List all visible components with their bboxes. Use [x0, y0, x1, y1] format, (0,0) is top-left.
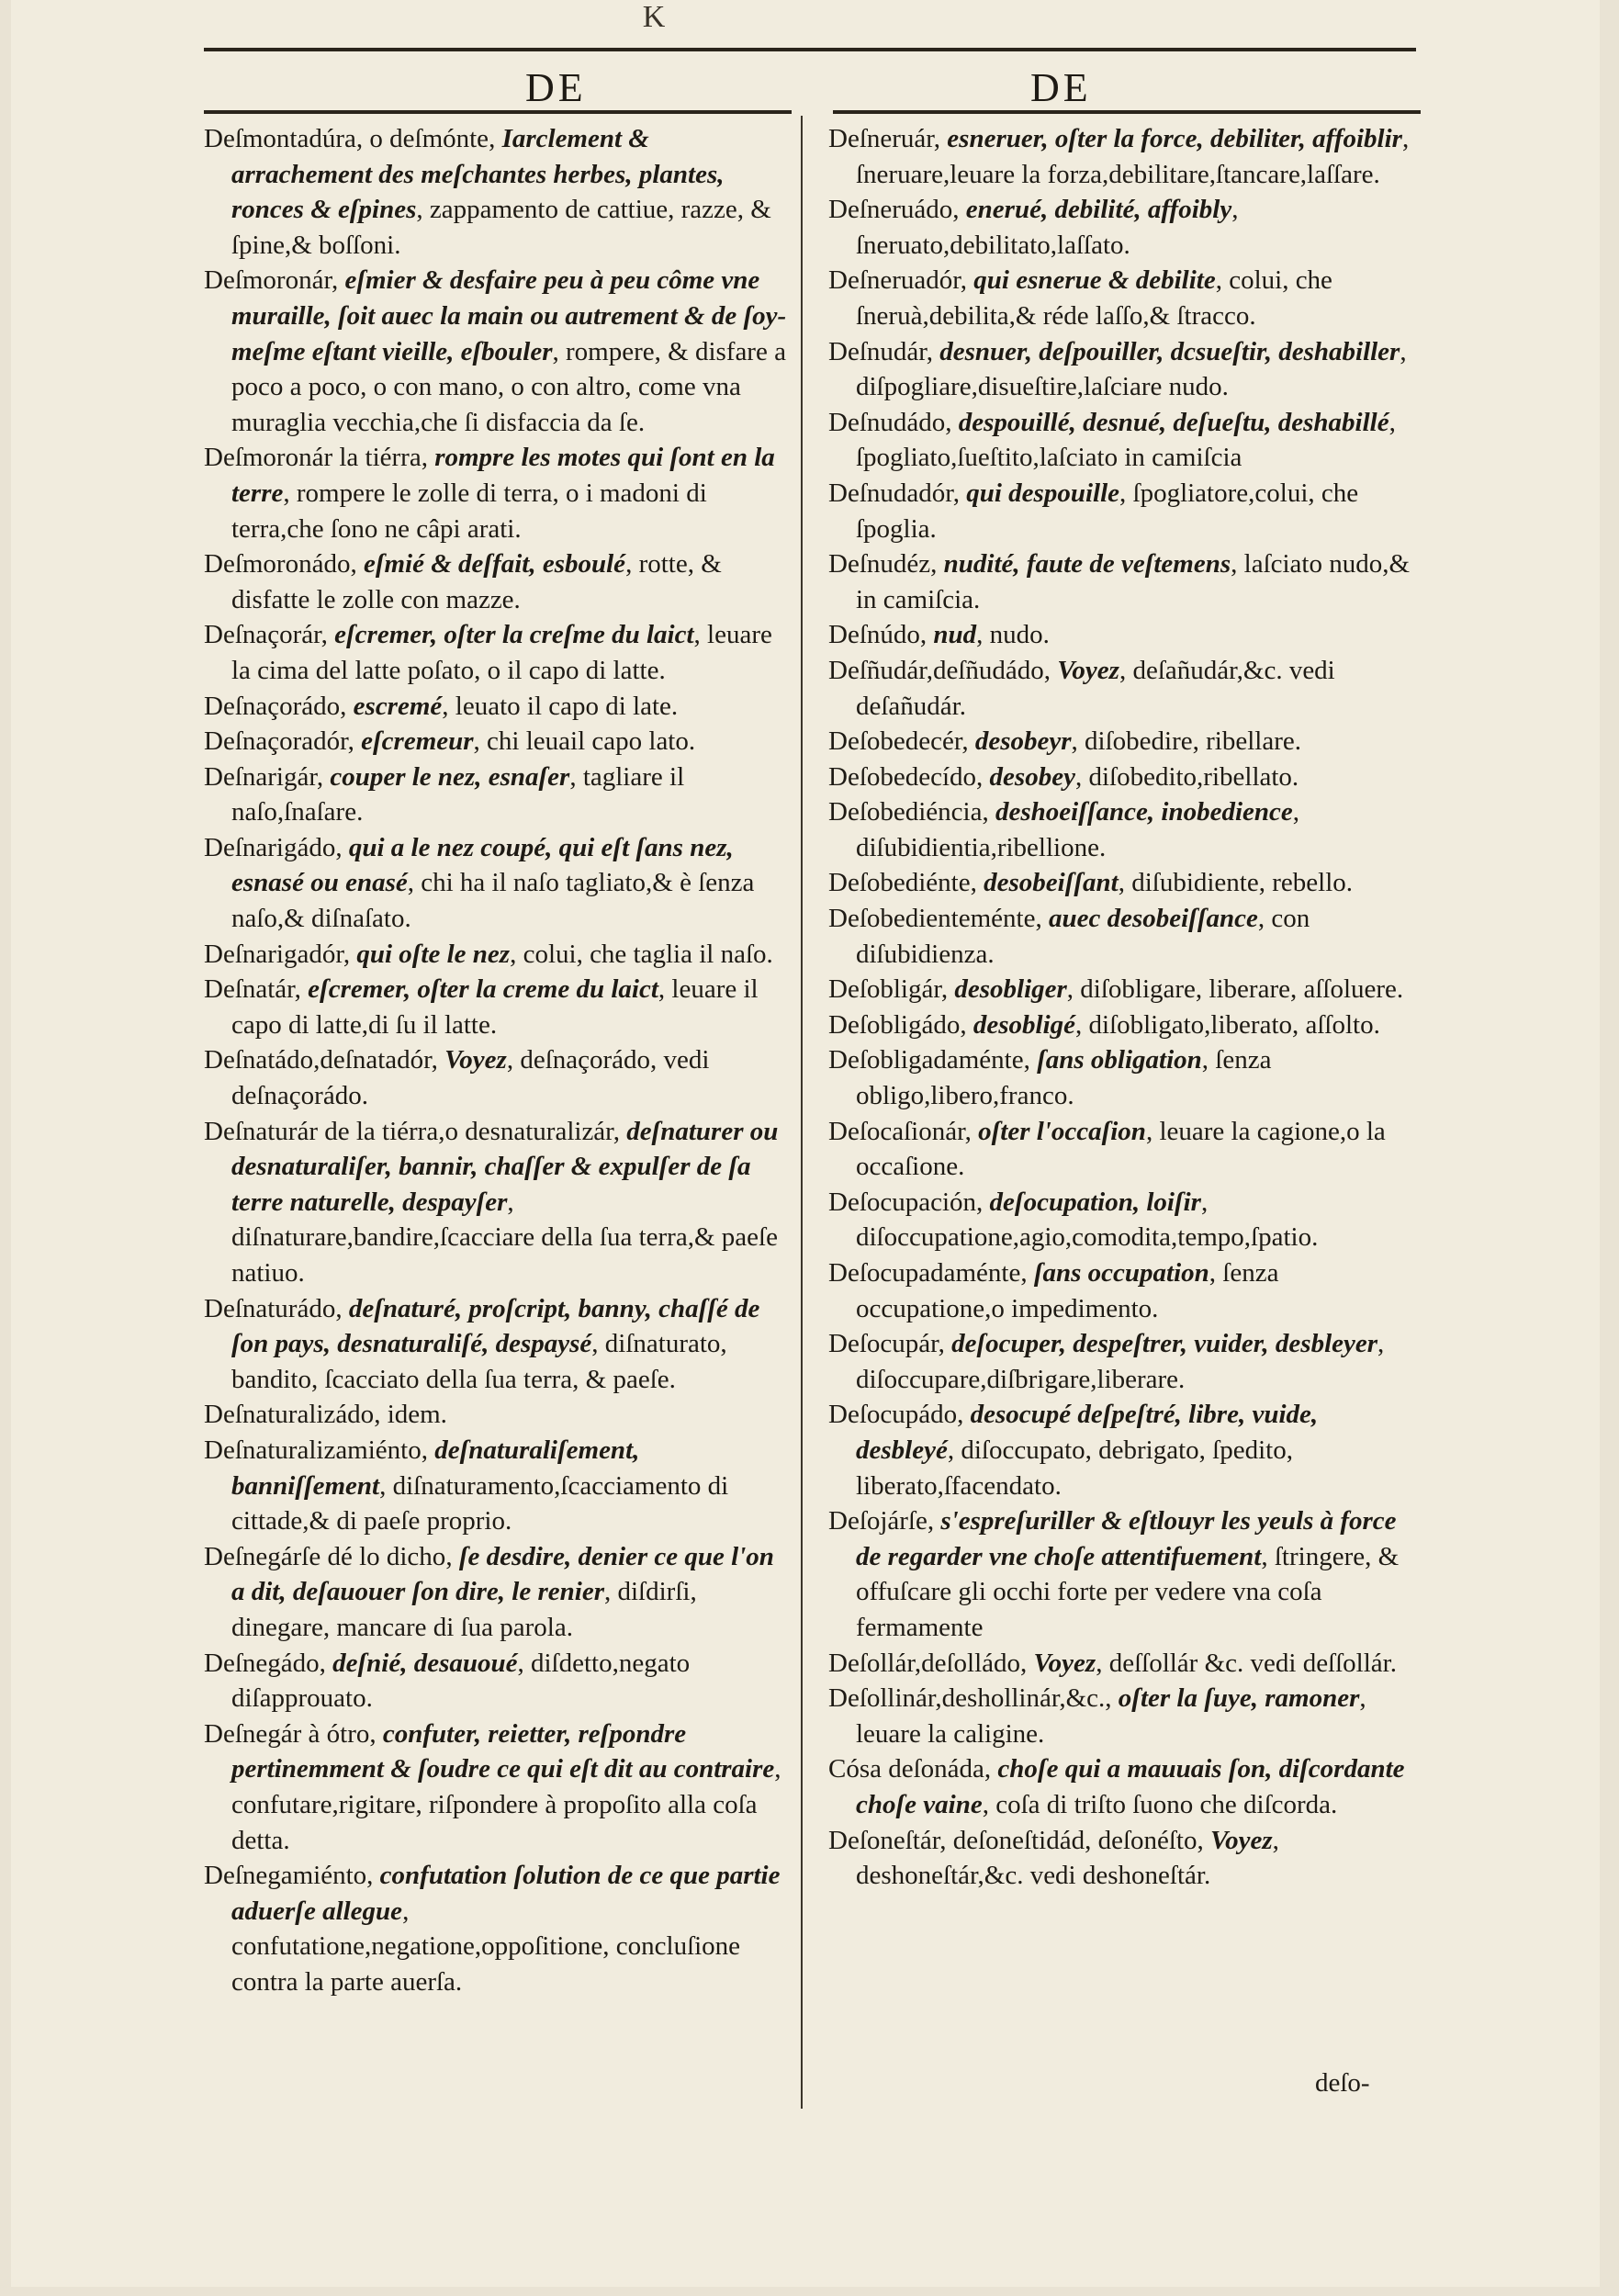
entry-headword: Deſmontadúra, o deſmónte — [204, 124, 489, 153]
entry-headword: Deſnegár à ótro — [204, 1718, 370, 1749]
entry-italian: diſoccupato, debrigato, ſpedito, liberato,ſfacendato. — [856, 1435, 1293, 1501]
entry-french: desobey — [989, 761, 1075, 792]
entry-headword: Deſobedecído — [828, 761, 977, 792]
entry-italian: diſdirſi, dinegare, mancare di ſua parola. — [231, 1577, 697, 1642]
entry-french: oſter l'occaſion — [978, 1116, 1146, 1146]
entry-italian: leuare il capo di latte,di ſu il latte. — [231, 974, 759, 1040]
entry-headword: Deſollár,deſolládo — [828, 1648, 1021, 1678]
entry-italian: diſnaturare,bandire,ſcacciare della ſua terra,& paeſe natiuo. — [231, 1222, 778, 1288]
entry-headword: Deſocupadaménte — [828, 1258, 1021, 1288]
entry-french: desobeyr — [974, 726, 1072, 757]
entry-french: esneruer, oſter la force, debiliter, affoiblir — [947, 124, 1402, 153]
entry-headword: Deſnúdo — [828, 620, 920, 650]
entry-italian: leuare la cagione,o la occaſione. — [856, 1116, 1386, 1182]
dictionary-entry: Deſnegárſe dé lo dicho, ſe desdire, denier ce que l'on a dit, deſauouer ſon dire, le renier, diſdirſi, dinegare, mancare di ſua parola. — [204, 1541, 774, 1642]
dictionary-entry: Deſnaçorár, eſcremer, oſter la creſme du laict, leuare la cima del latte poſato, o il capo di latte. — [204, 620, 772, 685]
entry-italian: con diſubidienza. — [856, 904, 1310, 969]
dictionary-entry: Deſobedienteménte, auec desobeiſſance, con diſubidienza. — [828, 904, 1310, 969]
entry-headword: Deſnegádo — [204, 1648, 320, 1678]
dictionary-entry: Deſojárſe, s'espreſuriller & eſtlouyr les yeuls à force de regarder vne choſe attentifuement, ſtringere, & offuſcare gli occhi forte per vedere vna coſa fermamente — [828, 1506, 1400, 1642]
entry-italian: zappamento de cattiue, razze, & ſpine,& boſſoni. — [231, 195, 771, 260]
entry-french: enerué, debilité, affoibly — [965, 195, 1232, 225]
entry-headword: Deſnaturalizamiénto — [204, 1435, 422, 1465]
entry-headword: Deſobligár — [828, 974, 941, 1005]
dictionary-entry: Deſneruadór, qui esnerue & debilite, colui, che ſneruà,debilita,& réde laſſo,& ſtracco. — [828, 265, 1332, 331]
entry-italian: laſciato nudo,& in camiſcia. — [856, 549, 1411, 614]
dictionary-entry: Deſnudéz, nudité, faute de veſtemens, laſciato nudo,& in camiſcia. — [828, 549, 1411, 614]
entry-french: despouillé, desnué, deſueſtu, deshabillé — [958, 407, 1389, 437]
dictionary-entry: Deſollinár,deshollinár,&c., oſter la ſuye, ramoner, leuare la caligine. — [828, 1683, 1366, 1749]
entry-french: qui esnerue & debilite — [973, 265, 1216, 296]
dictionary-entry: Deſnatádo,deſnatadór, Voyez, deſnaçorádo, vedi deſnaçorádo. — [204, 1045, 710, 1111]
entry-headword: Deſnudár — [828, 336, 927, 366]
entry-italian: ſpogliato,ſueſtito,laſciato in camiſcia — [856, 443, 1242, 473]
entry-french: qui a le nez coupé, qui eſt ſans nez, esnasé ou enasé — [231, 832, 734, 898]
entry-french: Voyez — [1057, 655, 1119, 685]
entry-italian: leuare la cima del latte poſato, o il capo di latte. — [231, 620, 772, 685]
entry-french: eſcremer, oſter la creme du laict — [308, 974, 658, 1005]
entry-french: eſcremer, oſter la creſme du laict — [334, 620, 694, 650]
entry-italian: rompere le zolle di terra, o i madoni di terra,che ſono ne câpi arati. — [231, 478, 707, 544]
entry-headword: Deſnaturalizádo — [204, 1400, 375, 1430]
right-column — [828, 121, 1416, 1894]
dictionary-entry: Deſmoronár la tiérra, rompre les motes qui ſont en la terre, rompere le zolle di terra, o i madoni di terra,che ſono ne câpi arati. — [204, 443, 775, 544]
entry-headword: Deſnarigadór — [204, 939, 343, 969]
entry-french: confutation ſolution de ce que partie aduerſe allegue — [231, 1861, 781, 1926]
entry-french: ſans occupation — [1033, 1258, 1209, 1288]
entry-italian: diſobligato,liberato, aſſolto. — [1088, 1009, 1380, 1040]
entry-headword: Deſocupár — [828, 1329, 939, 1359]
catchword: deſo- — [1315, 2068, 1370, 2098]
entry-french: desocupé deſpeſtré, libre, vuide, desbleyé — [856, 1400, 1319, 1465]
entry-headword: Deſneruadór — [828, 265, 961, 296]
dictionary-entry: Deſmoronádo, eſmié & deſfait, esboulé, rotte, & disfatte le zolle con mazze. — [204, 549, 722, 614]
entry-headword: Deſnarigár — [204, 761, 317, 792]
entry-french: deſocupation, loiſir — [989, 1187, 1201, 1217]
entry-headword: Deſnarigádo — [204, 832, 336, 862]
entry-french: desobligé — [973, 1009, 1076, 1040]
entry-headword: Deſnegárſe dé lo dicho — [204, 1541, 446, 1571]
entry-french: choſe qui a mauuais ſon, diſcordante choſe vaine — [856, 1754, 1405, 1819]
entry-italian: deſañudár,&c. vedi deſañudár. — [856, 655, 1335, 721]
entry-headword: Deſnatár — [204, 974, 295, 1005]
entry-italian: idem. — [387, 1400, 447, 1430]
entry-italian: ſenza occupatione,o impedimento. — [856, 1258, 1279, 1323]
entry-french: couper le nez, esnaſer — [330, 761, 570, 792]
entry-italian: diſobligare, liberare, aſſoluere. — [1080, 974, 1404, 1005]
entry-headword: Deſocupádo — [828, 1400, 958, 1430]
entry-headword: Deſmoronádo — [204, 549, 351, 580]
dictionary-entry: Deſobligár, desobliger, diſobligare, liberare, aſſoluere. — [828, 974, 1404, 1005]
entry-headword: Deſnudádo — [828, 407, 946, 437]
entry-headword: Deſobligadaménte — [828, 1045, 1024, 1075]
dictionary-entry: Deſnudadór, qui despouille, ſpogliatore,colui, che ſpoglia. — [828, 478, 1359, 544]
entry-french: eſmier & desfaire peu à peu côme vne muraille, ſoit auec la main ou autrement & de ſoy-meſme eſtant vieille, eſbouler — [231, 265, 787, 366]
entry-headword: Deſmoronár la tiérra — [204, 443, 422, 473]
entry-italian: colui, che taglia il naſo. — [523, 939, 773, 969]
entry-italian: diſoccupare,diſbrigare,liberare. — [856, 1364, 1186, 1394]
entry-italian: diſdetto,negato diſapprouato. — [231, 1648, 691, 1714]
dictionary-entry: Cósa deſonáda, choſe qui a mauuais ſon, diſcordante choſe vaine, coſa di triſto ſuono che diſcorda. — [828, 1754, 1405, 1819]
entry-french: deſnaturer ou desnaturaliſer, bannir, chaſſer & expulſer de ſa terre naturelle, despayſer — [231, 1116, 779, 1217]
dictionary-entry: Deſobediénte, desobeiſſant, diſubidiente, rebello. — [828, 868, 1353, 898]
entry-french: Voyez — [1033, 1648, 1096, 1678]
right-running-head: DE — [1030, 65, 1092, 110]
dictionary-entry: Deſmoronár, eſmier & desfaire peu à peu côme vne muraille, ſoit auec la main ou autrement & de ſoy-meſme eſtant vieille, eſbouler, rompere, & disfare a poco a poco, o con mano, o con altro, come vna muraglia vecchia,che ſi disfaccia da ſe. — [204, 265, 787, 437]
entry-italian: rompere, & disfare a poco a poco, o con mano, o con altro, come vna muraglia vecchia,che ſi disfaccia da ſe. — [231, 336, 786, 437]
entry-italian: deſſollár &c. vedi deſſollár. — [1108, 1648, 1397, 1678]
dictionary-entry: Deſnegamiénto, confutation ſolution de ce que partie aduerſe allegue, confutatione,negatione,oppoſitione, concluſione contra la parte auerſa. — [204, 1861, 781, 1997]
dictionary-entry: Deſnudár, desnuer, deſpouiller, dcsueſtir, deshabiller, diſpogliare,disueſtire,laſciare nudo. — [828, 336, 1407, 402]
dictionary-entry: Deſmontadúra, o deſmónte, Iarclement & arrachement des meſchantes herbes, plantes, ronces & eſpines, zappamento de cattiue, razze, & ſpine,& boſſoni. — [204, 124, 771, 260]
entry-italian: colui, che ſneruà,debilita,& réde laſſo,& ſtracco. — [856, 265, 1332, 331]
entry-italian: diſobedire, ribellare. — [1085, 726, 1301, 757]
column-divider — [801, 116, 803, 2109]
entry-french: oſter la ſuye, ramoner — [1118, 1683, 1360, 1714]
entry-italian: diſpogliare,disueſtire,laſciare nudo. — [856, 372, 1229, 402]
entry-french: deſocuper, despeſtrer, vuider, desbleyer — [951, 1329, 1378, 1359]
dictionary-entry: Deſobligadaménte, ſans obligation, ſenza obligo,libero,franco. — [828, 1045, 1272, 1111]
dictionary-entry: Deſocupár, deſocuper, despeſtrer, vuider, desbleyer, diſoccupare,diſbrigare,liberare. — [828, 1329, 1385, 1394]
dictionary-entry: Deſocupadaménte, ſans occupation, ſenza occupatione,o impedimento. — [828, 1258, 1279, 1323]
entry-french: Voyez — [444, 1045, 507, 1075]
entry-headword: Deſojárſe — [828, 1506, 928, 1536]
entry-headword: Deſobedecér — [828, 726, 962, 757]
dictionary-entry: Deſnegádo, deſnié, desauoué, diſdetto,negato diſapprouato. — [204, 1648, 691, 1714]
left-running-head: DE — [525, 65, 587, 110]
entry-headword: Deſneruár — [828, 124, 934, 153]
entry-headword: Deſocupación — [828, 1187, 977, 1217]
right-header-rule — [833, 110, 1421, 114]
entry-french: Iarclement & arrachement des meſchantes herbes, plantes, ronces & eſpines — [231, 124, 725, 225]
entry-italian: chi leuail capo lato. — [487, 726, 696, 757]
entry-italian: nudo. — [989, 620, 1050, 650]
entry-french: Voyez — [1209, 1825, 1273, 1855]
entry-french: desobliger — [954, 974, 1067, 1005]
entry-french: qui despouille — [966, 478, 1120, 508]
entry-italian: confutare,rigitare, riſpondere à propoſito alla coſa detta. — [231, 1789, 758, 1855]
entry-headword: Deſñudár,deſñudádo — [828, 655, 1044, 685]
dictionary-entry: Deſobligádo, desobligé, diſobligato,liberato, aſſolto. — [828, 1009, 1380, 1040]
entry-headword: Deſnudadór — [828, 478, 953, 508]
entry-french: ſans obligation — [1037, 1045, 1202, 1075]
dictionary-entry: Deſnaçorádo, escremé, leuato il capo di late. — [204, 691, 679, 721]
entry-french: ſe desdire, denier ce que l'on a dit, deſauouer ſon dire, le renier — [231, 1541, 774, 1607]
entry-french: escremé — [353, 691, 443, 721]
entry-italian: diſubidientia,ribellione. — [856, 832, 1107, 862]
dictionary-entry: Deſneruádo, enerué, debilité, affoibly, ſneruato,debilitato,laſſato. — [828, 195, 1239, 260]
entry-italian: chi ha il naſo tagliato,& è ſenza naſo,& diſnaſato. — [231, 868, 755, 934]
entry-french: confuter, reietter, reſpondre pertinemment & ſoudre ce qui eſt dit au contraire — [231, 1718, 775, 1784]
dictionary-entry: Deſollár,deſolládo, Voyez, deſſollár &c. vedi deſſollár. — [828, 1648, 1397, 1678]
entry-headword: Deſnaçorár — [204, 620, 321, 650]
entry-french: eſcremeur — [361, 726, 474, 757]
entry-italian: deshoneſtár,&c. vedi deshoneſtár. — [856, 1861, 1211, 1891]
book-page — [11, 0, 1600, 2287]
entry-italian: tagliare il naſo,ſnaſare. — [231, 761, 685, 827]
entry-french: qui oſte le nez — [356, 939, 511, 969]
dictionary-entry: Deſocupádo, desocupé deſpeſtré, libre, vuide, desbleyé, diſoccupato, debrigato, ſpedito, liberato,ſfacendato. — [828, 1400, 1319, 1501]
entry-headword: Deſollinár,deshollinár,&c. — [828, 1683, 1106, 1714]
entry-headword: Deſnaturádo — [204, 1293, 336, 1323]
dictionary-entry: Deſnaçoradór, eſcremeur, chi leuail capo lato. — [204, 726, 696, 757]
entry-italian: ſpogliatore,colui, che ſpoglia. — [856, 478, 1359, 544]
entry-italian: ſneruato,debilitato,laſſato. — [856, 230, 1130, 260]
dictionary-entry: Deſocupación, deſocupation, loiſir, diſoccupatione,agio,comodita,tempo,ſpatio. — [828, 1187, 1319, 1253]
entry-headword: Deſobediéncia — [828, 797, 983, 827]
entry-french: desobeiſſant — [984, 868, 1119, 898]
dictionary-entry: Deſnatár, eſcremer, oſter la creme du laict, leuare il capo di latte,di ſu il latte. — [204, 974, 759, 1040]
dictionary-entry: Deſnarigár, couper le nez, esnaſer, tagliare il naſo,ſnaſare. — [204, 761, 685, 827]
signature-mark: K — [642, 0, 666, 34]
dictionary-entry: Deſñudár,deſñudádo, Voyez, deſañudár,&c. vedi deſañudár. — [828, 655, 1335, 721]
entry-headword: Deſobligádo — [828, 1009, 961, 1040]
entry-french: eſmié & deſfait, esboulé — [363, 549, 626, 580]
entry-italian: leuare la caligine. — [856, 1718, 1045, 1749]
entry-headword: Deſoneſtár, deſoneſtidád, deſonéſto — [828, 1825, 1197, 1855]
dictionary-entry: Deſnarigadór, qui oſte le nez, colui, che taglia il naſo. — [204, 939, 773, 969]
top-rule — [204, 48, 1416, 51]
dictionary-entry: Deſnarigádo, qui a le nez coupé, qui eſt ſans nez, esnasé ou enasé, chi ha il naſo tagliato,& è ſenza naſo,& diſnaſato. — [204, 832, 755, 934]
left-column — [204, 121, 792, 1999]
entry-french: auec desobeiſſance — [1048, 904, 1258, 934]
entry-french: s'espreſuriller & eſtlouyr les yeuls à force de regarder vne choſe attentifuement — [856, 1506, 1397, 1571]
entry-italian: coſa di triſto ſuono che diſcorda. — [995, 1789, 1338, 1819]
entry-italian: diſnaturamento,ſcacciamento di cittade,& di paeſe proprio. — [231, 1470, 729, 1536]
entry-italian: leuato il capo di late. — [455, 691, 679, 721]
dictionary-entry: Deſnegár à ótro, confuter, reietter, reſpondre pertinemment & ſoudre ce qui eſt dit au contraire, confutare,rigitare, riſpondere à propoſito alla coſa detta. — [204, 1718, 781, 1855]
entry-headword: Deſocaſionár — [828, 1116, 965, 1146]
entry-italian: ſneruare,leuare la forza,debilitare,ſtancare,laſſare. — [856, 159, 1380, 189]
dictionary-entry: Deſnaturár de la tiérra,o desnaturalizár, deſnaturer ou desnaturaliſer, bannir, chaſſer & expulſer de ſa terre naturelle, despayſer, diſnaturare,bandire,ſcacciare della ſua terra,& paeſe natiuo. — [204, 1116, 779, 1288]
entry-french: nud — [933, 620, 977, 650]
entry-french: desnuer, deſpouiller, dcsueſtir, deshabiller — [939, 336, 1400, 366]
entry-headword: Deſnaçoradór — [204, 726, 348, 757]
entry-headword: Deſnatádo,deſnatadór — [204, 1045, 432, 1075]
entry-italian: diſubidiente, rebello. — [1131, 868, 1353, 898]
dictionary-entry: Deſnúdo, nud, nudo. — [828, 620, 1050, 650]
entry-italian: ſtringere, & offuſcare gli occhi forte per vedere vna coſa fermamente — [856, 1541, 1400, 1642]
entry-italian: deſnaçorádo, vedi deſnaçorádo. — [231, 1045, 710, 1111]
entry-headword: Deſnegamiénto — [204, 1861, 367, 1891]
entry-headword: Deſobediénte — [828, 868, 971, 898]
dictionary-entry: Deſoneſtár, deſoneſtidád, deſonéſto, Voyez, deshoneſtár,&c. vedi deshoneſtár. — [828, 1825, 1279, 1891]
entry-italian: diſnaturato, bandito, ſcacciato della ſua terra, & paeſe. — [231, 1329, 727, 1394]
entry-headword: Cósa deſonáda — [828, 1754, 984, 1784]
dictionary-entry: Deſobedecér, desobeyr, diſobedire, ribellare. — [828, 726, 1301, 757]
entry-french: deſnaturaliſement, banniſſement — [231, 1435, 640, 1501]
dictionary-entry: Deſocaſionár, oſter l'occaſion, leuare la cagione,o la occaſione. — [828, 1116, 1386, 1182]
entry-headword: Deſneruádo — [828, 195, 953, 225]
entry-french: deſnié, desauoué — [332, 1648, 518, 1678]
dictionary-entry: Deſneruár, esneruer, oſter la force, debiliter, affoiblir, ſneruare,leuare la forza,debilitare,ſtancare,laſſare. — [828, 124, 1410, 189]
entry-headword: Deſmoronár — [204, 265, 332, 296]
entry-headword: Deſnaçorádo — [204, 691, 341, 721]
entry-headword: Deſobedienteménte — [828, 904, 1036, 934]
entry-italian: ſenza obligo,libero,franco. — [856, 1045, 1272, 1111]
entry-french: deshoeiſſance, inobedience — [995, 797, 1293, 827]
dictionary-entry: Deſnudádo, despouillé, desnué, deſueſtu, deshabillé, ſpogliato,ſueſtito,laſciato in camiſcia — [828, 407, 1396, 473]
dictionary-entry: Deſnaturalizamiénto, deſnaturaliſement, banniſſement, diſnaturamento,ſcacciamento di cittade,& di paeſe proprio. — [204, 1435, 729, 1536]
dictionary-entry: Deſnaturalizádo, idem. — [204, 1400, 447, 1430]
dictionary-entry: Deſnaturádo, deſnaturé, proſcript, banny, chaſſé de ſon pays, desnaturaliſé, despaysé, diſnaturato, bandito, ſcacciato della ſua terra, & paeſe. — [204, 1293, 760, 1394]
entry-french: rompre les motes qui ſont en la terre — [231, 443, 775, 508]
entry-french: nudité, faute de veſtemens — [943, 549, 1231, 580]
entry-italian: rotte, & disfatte le zolle con mazze. — [231, 549, 722, 614]
dictionary-entry: Deſobediéncia, deshoeiſſance, inobedience, diſubidientia,ribellione. — [828, 797, 1299, 862]
entry-italian: diſobedito,ribellato. — [1088, 761, 1299, 792]
entry-headword: Deſnaturár de la tiérra,o desnaturalizár — [204, 1116, 613, 1146]
entry-french: deſnaturé, proſcript, banny, chaſſé de ſon pays, desnaturaliſé, despaysé — [231, 1293, 760, 1359]
entry-italian: diſoccupatione,agio,comodita,tempo,ſpatio. — [856, 1222, 1319, 1253]
entry-headword: Deſnudéz — [828, 549, 931, 580]
left-header-rule — [204, 110, 792, 114]
entry-italian: confutatione,negatione,oppoſitione, concluſione contra la parte auerſa. — [231, 1931, 741, 1997]
dictionary-entry: Deſobedecído, desobey, diſobedito,ribellato. — [828, 761, 1299, 792]
